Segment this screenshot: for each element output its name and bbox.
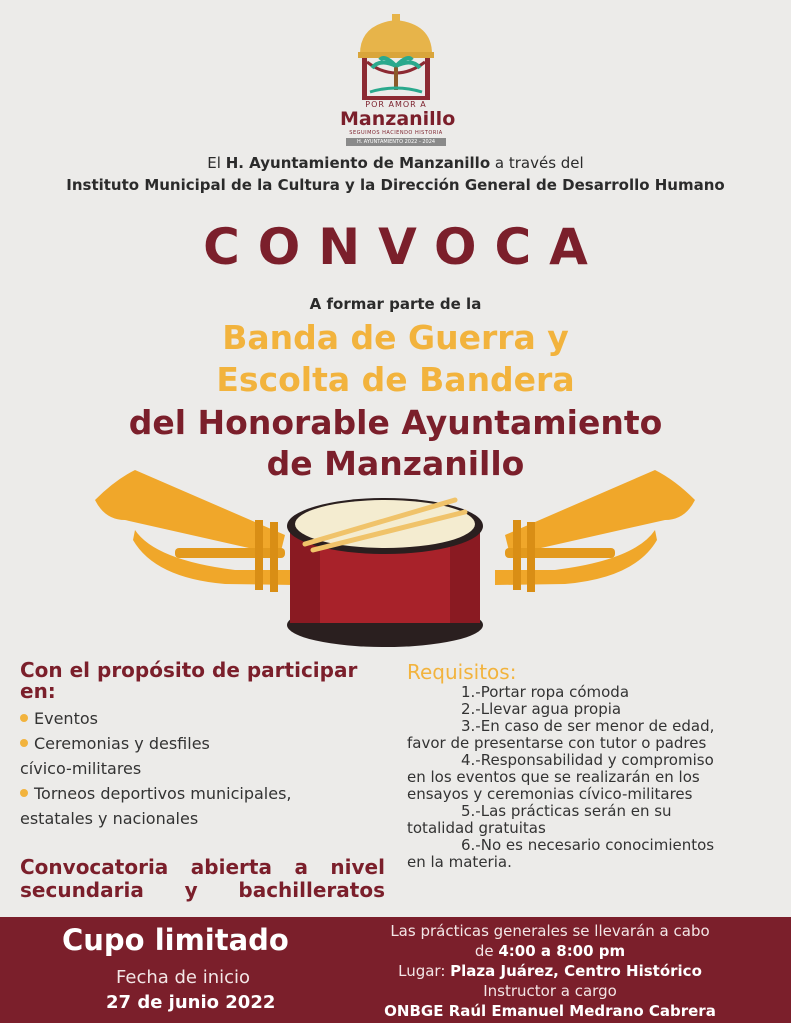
logo-name: Manzanillo — [340, 108, 456, 130]
requirement-2: 2.-Llevar agua propia — [461, 700, 622, 718]
title-line-1: Banda de Guerra y — [222, 318, 569, 357]
logo-period: H. AYUNTAMIENTO 2022 - 2024 — [346, 138, 446, 146]
drum-icon — [287, 498, 483, 647]
intro-line-2: Instituto Municipal de la Cultura y la Dirección General de Desarrollo Humano — [66, 176, 725, 194]
instructor-label: Instructor a cargo — [483, 982, 617, 1000]
instructor-name: ONBGE Raúl Emanuel Medrano Cabrera — [384, 1002, 716, 1020]
manzanillo-logo — [340, 14, 456, 145]
purpose-section — [20, 660, 390, 831]
bullet-icon — [20, 789, 28, 797]
start-date: 27 de junio 2022 — [106, 992, 276, 1013]
requirement-3-cont: favor de presentarse con tutor o padres — [407, 734, 707, 752]
convocatoria-line-2: secundaria y bachilleratos — [20, 878, 385, 902]
list-item: Torneos deportivos municipales, — [20, 781, 390, 806]
location-line: Lugar: Plaza Juárez, Centro Histórico — [398, 962, 702, 980]
requirement-4-cont: en los eventos que se realizarán en los — [407, 768, 700, 786]
purpose-heading: Con el propósito de participar — [20, 658, 358, 682]
title-line-3: del Honorable Ayuntamiento — [128, 403, 663, 442]
practice-details — [360, 921, 740, 1021]
requirements-heading: Requisitos: — [407, 660, 517, 684]
kiosk-palm-icon — [340, 14, 452, 102]
requirement-6: 6.-No es necesario conocimientos — [461, 836, 715, 854]
practice-line: Las prácticas generales se llevarán a cabo — [390, 922, 710, 940]
logo-slogan: SEGUIMOS HACIENDO HISTORIA — [349, 130, 443, 136]
requirement-4: 4.-Responsabilidad y compromiso — [461, 751, 714, 769]
bullet-icon — [20, 714, 28, 722]
bullet-icon — [20, 739, 28, 747]
drum-trumpets-illustration — [95, 460, 695, 660]
intro-line-1: El H. Ayuntamiento de Manzanillo a través del — [207, 154, 584, 172]
title-line-2: Escolta de Bandera — [216, 360, 575, 399]
schedule-line: de 4:00 a 8:00 pm — [474, 942, 626, 960]
requirement-4-cont: ensayos y ceremonias cívico-militares — [407, 785, 693, 803]
title-line-4: de Manzanillo — [266, 444, 525, 483]
purpose-heading-cont: en: — [20, 679, 56, 703]
subtitle: A formar parte de la — [309, 295, 482, 313]
convocatoria-notice — [20, 856, 385, 902]
start-date-label: Fecha de inicio — [116, 967, 251, 988]
list-item-cont: estatales y nacionales — [20, 809, 199, 828]
requirement-6-cont: en la materia. — [407, 853, 512, 871]
requirements-section — [407, 660, 767, 871]
list-item-cont: cívico-militares — [20, 759, 142, 778]
list-item: Eventos — [20, 706, 390, 731]
logo-tagline: POR AMOR A — [365, 100, 427, 109]
cupo-limitado: Cupo limitado — [62, 923, 289, 957]
footer-banner — [0, 917, 791, 1023]
requirement-3: 3.-En caso de ser menor de edad, — [461, 717, 715, 735]
requirement-1: 1.-Portar ropa cómoda — [461, 683, 630, 701]
requirement-5-cont: totalidad gratuitas — [407, 819, 546, 837]
convoca-heading: CONVOCA — [203, 218, 606, 276]
list-item: Ceremonias y desfiles — [20, 731, 390, 756]
left-trumpet-icon — [95, 470, 295, 592]
requirement-5: 5.-Las prácticas serán en su — [461, 802, 672, 820]
right-trumpet-icon — [495, 470, 695, 592]
convocatoria-line-1: Convocatoria abierta a nivel — [20, 855, 385, 879]
